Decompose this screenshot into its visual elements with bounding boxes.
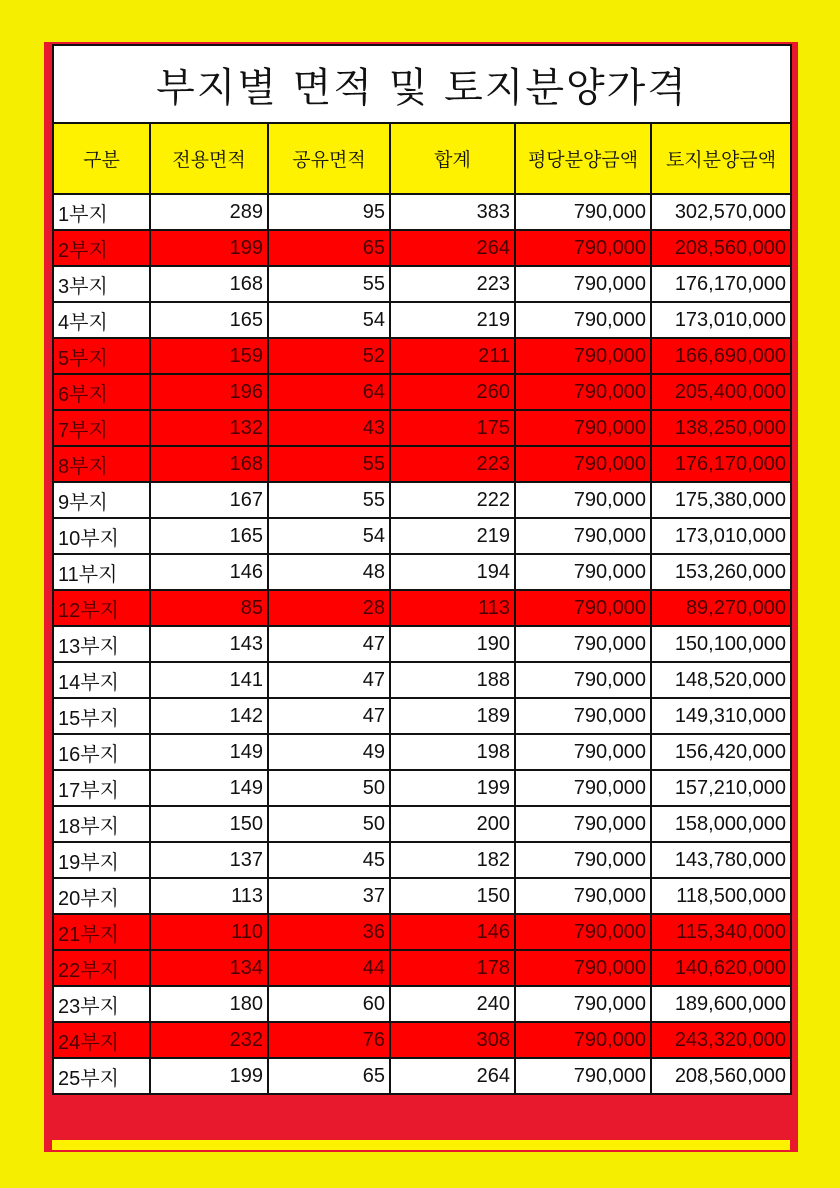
cell-name: 5부지	[53, 338, 150, 374]
cell-shared-area: 36	[268, 914, 390, 950]
table-row	[53, 698, 791, 734]
cell-unit-price: 790,000	[515, 410, 651, 446]
cell-name: 8부지	[53, 446, 150, 482]
cell-unit-price: 790,000	[515, 734, 651, 770]
cell-exclusive-area: 167	[150, 482, 268, 518]
cell-name: 2부지	[53, 230, 150, 266]
cell-unit-price: 790,000	[515, 698, 651, 734]
cell-exclusive-area: 165	[150, 518, 268, 554]
cell-exclusive-area: 146	[150, 554, 268, 590]
table-row	[53, 878, 791, 914]
cell-land-price: 148,520,000	[651, 662, 791, 698]
cell-exclusive-area: 143	[150, 626, 268, 662]
table-row	[53, 950, 791, 986]
cell-shared-area: 60	[268, 986, 390, 1022]
table-row	[53, 266, 791, 302]
table-row	[53, 302, 791, 338]
cell-name: 25부지	[53, 1058, 150, 1094]
cell-total: 219	[390, 518, 515, 554]
cell-total: 178	[390, 950, 515, 986]
cell-shared-area: 54	[268, 302, 390, 338]
cell-exclusive-area: 110	[150, 914, 268, 950]
cell-unit-price: 790,000	[515, 806, 651, 842]
cell-land-price: 205,400,000	[651, 374, 791, 410]
cell-exclusive-area: 168	[150, 266, 268, 302]
cell-unit-price: 790,000	[515, 626, 651, 662]
cell-land-price: 153,260,000	[651, 554, 791, 590]
table-row	[53, 806, 791, 842]
cell-shared-area: 28	[268, 590, 390, 626]
table-row	[53, 374, 791, 410]
cell-unit-price: 790,000	[515, 518, 651, 554]
cell-shared-area: 45	[268, 842, 390, 878]
cell-shared-area: 95	[268, 194, 390, 230]
cell-name: 20부지	[53, 878, 150, 914]
cell-total: 190	[390, 626, 515, 662]
cell-unit-price: 790,000	[515, 662, 651, 698]
cell-unit-price: 790,000	[515, 482, 651, 518]
cell-name: 19부지	[53, 842, 150, 878]
cell-exclusive-area: 85	[150, 590, 268, 626]
cell-shared-area: 37	[268, 878, 390, 914]
cell-land-price: 176,170,000	[651, 266, 791, 302]
cell-exclusive-area: 199	[150, 230, 268, 266]
cell-unit-price: 790,000	[515, 266, 651, 302]
cell-total: 182	[390, 842, 515, 878]
cell-shared-area: 47	[268, 662, 390, 698]
table-row	[53, 410, 791, 446]
cell-exclusive-area: 289	[150, 194, 268, 230]
table-row	[53, 770, 791, 806]
cell-exclusive-area: 168	[150, 446, 268, 482]
land-price-table	[52, 44, 792, 1095]
table-row	[53, 194, 791, 230]
cell-land-price: 158,000,000	[651, 806, 791, 842]
cell-unit-price: 790,000	[515, 590, 651, 626]
cell-exclusive-area: 196	[150, 374, 268, 410]
cell-shared-area: 50	[268, 770, 390, 806]
cell-shared-area: 55	[268, 446, 390, 482]
cell-unit-price: 790,000	[515, 1058, 651, 1094]
table-row	[53, 626, 791, 662]
cell-land-price: 166,690,000	[651, 338, 791, 374]
cell-total: 194	[390, 554, 515, 590]
cell-unit-price: 790,000	[515, 554, 651, 590]
cell-name: 7부지	[53, 410, 150, 446]
cell-total: 219	[390, 302, 515, 338]
header-shared-area: 공유면적	[268, 123, 390, 194]
table-row	[53, 518, 791, 554]
cell-land-price: 189,600,000	[651, 986, 791, 1022]
table-row	[53, 986, 791, 1022]
cell-land-price: 149,310,000	[651, 698, 791, 734]
cell-total: 198	[390, 734, 515, 770]
cell-unit-price: 790,000	[515, 950, 651, 986]
table-row	[53, 1058, 791, 1094]
cell-name: 12부지	[53, 590, 150, 626]
table-row	[53, 446, 791, 482]
cell-total: 264	[390, 1058, 515, 1094]
cell-name: 23부지	[53, 986, 150, 1022]
table-row	[53, 842, 791, 878]
cell-shared-area: 65	[268, 1058, 390, 1094]
cell-shared-area: 54	[268, 518, 390, 554]
cell-shared-area: 55	[268, 482, 390, 518]
cell-total: 308	[390, 1022, 515, 1058]
cell-exclusive-area: 165	[150, 302, 268, 338]
cell-exclusive-area: 149	[150, 770, 268, 806]
cell-total: 211	[390, 338, 515, 374]
cell-name: 13부지	[53, 626, 150, 662]
cell-total: 260	[390, 374, 515, 410]
cell-total: 199	[390, 770, 515, 806]
cell-shared-area: 44	[268, 950, 390, 986]
cell-land-price: 176,170,000	[651, 446, 791, 482]
cell-exclusive-area: 159	[150, 338, 268, 374]
cell-unit-price: 790,000	[515, 842, 651, 878]
cell-land-price: 143,780,000	[651, 842, 791, 878]
cell-shared-area: 48	[268, 554, 390, 590]
cell-land-price: 157,210,000	[651, 770, 791, 806]
bottom-band	[52, 1140, 790, 1150]
cell-name: 17부지	[53, 770, 150, 806]
cell-total: 383	[390, 194, 515, 230]
cell-total: 150	[390, 878, 515, 914]
cell-shared-area: 52	[268, 338, 390, 374]
cell-unit-price: 790,000	[515, 338, 651, 374]
cell-total: 240	[390, 986, 515, 1022]
cell-land-price: 175,380,000	[651, 482, 791, 518]
cell-exclusive-area: 149	[150, 734, 268, 770]
cell-exclusive-area: 113	[150, 878, 268, 914]
cell-total: 200	[390, 806, 515, 842]
cell-shared-area: 65	[268, 230, 390, 266]
cell-name: 4부지	[53, 302, 150, 338]
cell-exclusive-area: 150	[150, 806, 268, 842]
cell-land-price: 173,010,000	[651, 518, 791, 554]
cell-name: 1부지	[53, 194, 150, 230]
cell-total: 223	[390, 266, 515, 302]
cell-name: 9부지	[53, 482, 150, 518]
cell-shared-area: 50	[268, 806, 390, 842]
cell-land-price: 208,560,000	[651, 230, 791, 266]
cell-name: 3부지	[53, 266, 150, 302]
table-row	[53, 662, 791, 698]
header-exclusive-area: 전용면적	[150, 123, 268, 194]
table-row	[53, 338, 791, 374]
cell-name: 16부지	[53, 734, 150, 770]
table-row	[53, 734, 791, 770]
cell-total: 189	[390, 698, 515, 734]
cell-unit-price: 790,000	[515, 770, 651, 806]
cell-shared-area: 47	[268, 626, 390, 662]
cell-unit-price: 790,000	[515, 1022, 651, 1058]
cell-unit-price: 790,000	[515, 878, 651, 914]
header-total: 합계	[390, 123, 515, 194]
cell-total: 264	[390, 230, 515, 266]
cell-shared-area: 64	[268, 374, 390, 410]
cell-name: 22부지	[53, 950, 150, 986]
table-body	[53, 194, 791, 1094]
cell-exclusive-area: 137	[150, 842, 268, 878]
cell-unit-price: 790,000	[515, 374, 651, 410]
cell-land-price: 302,570,000	[651, 194, 791, 230]
cell-name: 21부지	[53, 914, 150, 950]
cell-land-price: 150,100,000	[651, 626, 791, 662]
cell-exclusive-area: 199	[150, 1058, 268, 1094]
cell-unit-price: 790,000	[515, 230, 651, 266]
header-row	[53, 123, 791, 194]
cell-land-price: 156,420,000	[651, 734, 791, 770]
table-title: 부지별 면적 및 토지분양가격	[53, 45, 791, 123]
table-row	[53, 482, 791, 518]
cell-land-price: 115,340,000	[651, 914, 791, 950]
cell-total: 223	[390, 446, 515, 482]
cell-total: 188	[390, 662, 515, 698]
header-unit-price: 평당분양금액	[515, 123, 651, 194]
table-row	[53, 230, 791, 266]
table-row	[53, 590, 791, 626]
cell-land-price: 138,250,000	[651, 410, 791, 446]
cell-name: 18부지	[53, 806, 150, 842]
cell-land-price: 243,320,000	[651, 1022, 791, 1058]
cell-total: 113	[390, 590, 515, 626]
cell-name: 11부지	[53, 554, 150, 590]
cell-name: 10부지	[53, 518, 150, 554]
header-category: 구분	[53, 123, 150, 194]
cell-unit-price: 790,000	[515, 914, 651, 950]
cell-exclusive-area: 180	[150, 986, 268, 1022]
cell-name: 6부지	[53, 374, 150, 410]
cell-exclusive-area: 132	[150, 410, 268, 446]
cell-name: 14부지	[53, 662, 150, 698]
cell-exclusive-area: 232	[150, 1022, 268, 1058]
cell-total: 222	[390, 482, 515, 518]
table-row	[53, 914, 791, 950]
cell-unit-price: 790,000	[515, 446, 651, 482]
cell-land-price: 118,500,000	[651, 878, 791, 914]
cell-land-price: 173,010,000	[651, 302, 791, 338]
cell-exclusive-area: 141	[150, 662, 268, 698]
cell-exclusive-area: 142	[150, 698, 268, 734]
table-row	[53, 554, 791, 590]
cell-shared-area: 76	[268, 1022, 390, 1058]
cell-unit-price: 790,000	[515, 194, 651, 230]
cell-shared-area: 49	[268, 734, 390, 770]
header-land-price: 토지분양금액	[651, 123, 791, 194]
cell-total: 146	[390, 914, 515, 950]
cell-shared-area: 43	[268, 410, 390, 446]
table-row	[53, 1022, 791, 1058]
cell-unit-price: 790,000	[515, 986, 651, 1022]
cell-unit-price: 790,000	[515, 302, 651, 338]
cell-shared-area: 47	[268, 698, 390, 734]
cell-land-price: 140,620,000	[651, 950, 791, 986]
price-sheet	[52, 44, 790, 1095]
cell-name: 15부지	[53, 698, 150, 734]
cell-land-price: 208,560,000	[651, 1058, 791, 1094]
cell-total: 175	[390, 410, 515, 446]
cell-exclusive-area: 134	[150, 950, 268, 986]
cell-shared-area: 55	[268, 266, 390, 302]
cell-name: 24부지	[53, 1022, 150, 1058]
cell-land-price: 89,270,000	[651, 590, 791, 626]
